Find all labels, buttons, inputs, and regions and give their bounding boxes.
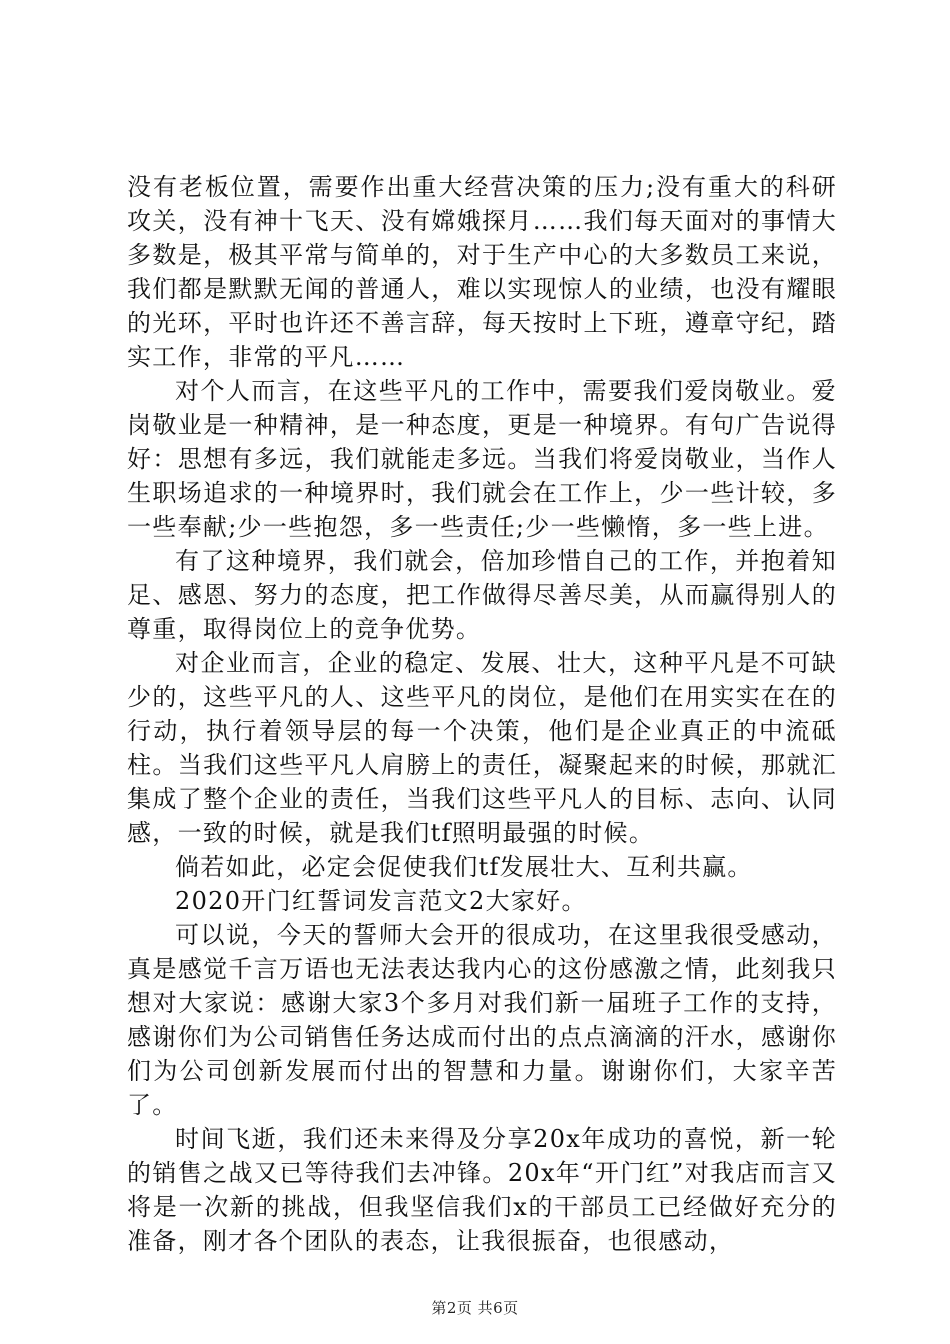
paragraph-3: 有了这种境界，我们就会，倍加珍惜自己的工作，并抱着知足、感恩、努力的态度，把工作做得尽善尽美，从而赢得别人的尊重，取得岗位上的竞争优势。 [127, 547, 837, 643]
document-body [127, 170, 837, 1258]
paragraph-4: 对企业而言，企业的稳定、发展、壮大，这种平凡是不可缺少的，这些平凡的人、这些平凡的岗位，是他们在用实实在在的行动，执行着领导层的每一个决策，他们是企业真正的中流砥柱。当我们这些平凡人肩膀上的责任，凝聚起来的时候，那就汇集成了整个企业的责任，当我们这些平凡人的目标、志向、认同感，一致的时候，就是我们tf照明最强的时候。 [127, 649, 837, 847]
paragraph-1: 没有老板位置，需要作出重大经营决策的压力;没有重大的科研攻关，没有神十飞天、没有嫦娥探月……我们每天面对的事情大多数是，极其平常与简单的，对于生产中心的大多数员工来说，我们都是默默无闻的普通人，难以实现惊人的业绩，也没有耀眼的光环，平时也许还不善言辞，每天按时上下班，遵章守纪，踏实工作，非常的平凡…… [127, 173, 837, 371]
paragraph-5: 倘若如此，必定会促使我们tf发展壮大、互利共赢。 [175, 853, 753, 881]
paragraph-2: 对个人而言，在这些平凡的工作中，需要我们爱岗敬业。爱岗敬业是一种精神，是一种态度，更是一种境界。有句广告说得好：思想有多远，我们就能走多远。当我们将爱岗敬业，当作人生职场追求的一种境界时，我们就会在工作上，少一些计较，多一些奉献;少一些抱怨，多一些责任;少一些懒惰，多一些上进。 [127, 377, 837, 541]
page-footer: 第2页 共6页 [431, 1299, 519, 1317]
paragraph-7: 可以说，今天的誓师大会开的很成功，在这里我很受感动，真是感觉千言万语也无法表达我内心的这份感激之情，此刻我只想对大家说：感谢大家3个多月对我们新一届班子工作的支持，感谢你们为公司销售任务达成而付出的点点滴滴的汗水，感谢你们为公司创新发展而付出的智慧和力量。谢谢你们，大家辛苦了。 [127, 921, 837, 1119]
paragraph-6: 2020开门红誓词发言范文2大家好。 [175, 887, 587, 915]
paragraph-8: 时间飞逝，我们还未来得及分享20x年成功的喜悦，新一轮的销售之战又已等待我们去冲锋。20x年“开门红”对我店而言又将是一次新的挑战，但我坚信我们x的干部员工已经做好充分的准备，刚才各个团队的表态，让我很振奋，也很感动， [127, 1125, 837, 1255]
